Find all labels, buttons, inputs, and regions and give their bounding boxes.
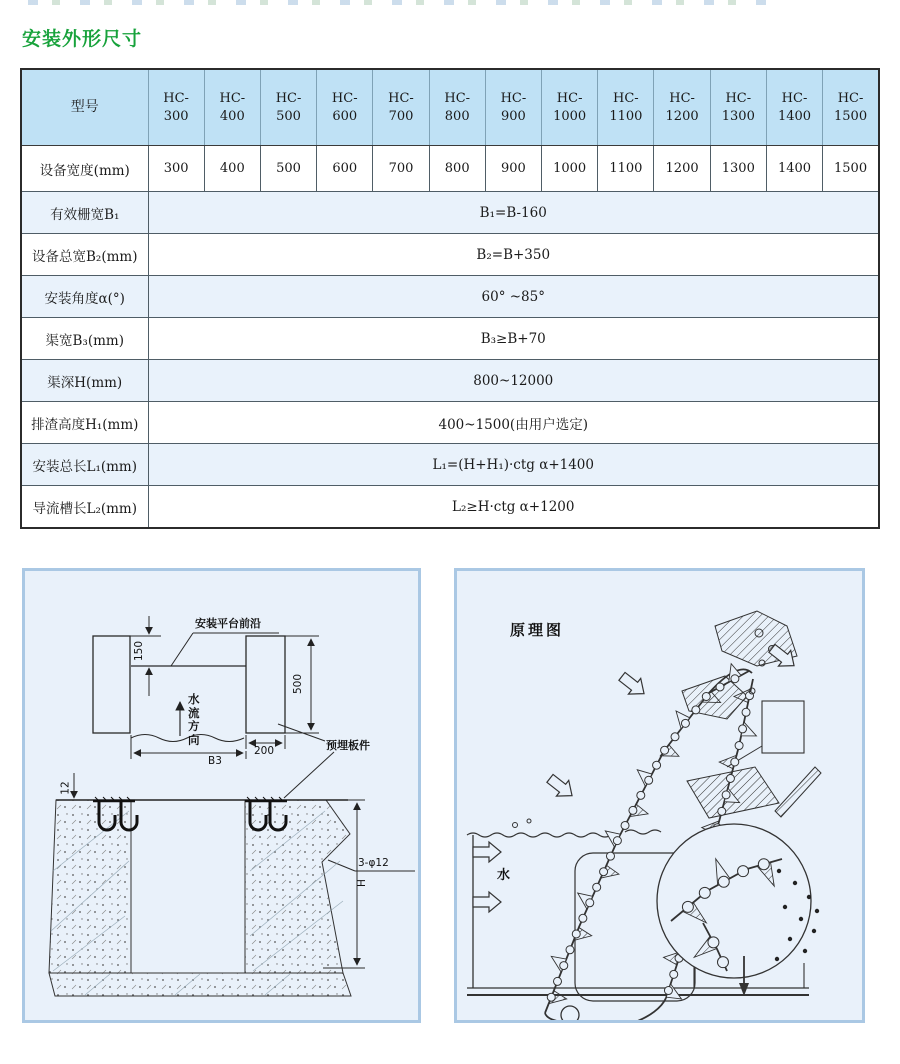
page-title: 安装外形尺寸 (22, 28, 143, 50)
spec-row (21, 444, 879, 486)
row-label: 渠深H(mm) (21, 360, 148, 402)
row-label: 设备宽度(mm) (21, 146, 148, 192)
width-value-cell: 300 (148, 146, 204, 192)
dim-500: 500 (292, 673, 305, 695)
spec-value-cell: B₃≥B+70 (148, 318, 879, 360)
width-value-cell: 1200 (654, 146, 710, 192)
cropped-top-text (28, 0, 768, 5)
flow-direction-label: 水流方向 (188, 692, 200, 747)
principle-diagram-title: 原理图 (510, 621, 565, 639)
model-header-cell: HC- 700 (373, 69, 429, 146)
model-header-cell: HC- 1300 (710, 69, 766, 146)
width-value-cell: 400 (204, 146, 260, 192)
spec-row (21, 360, 879, 402)
width-value-cell: 700 (373, 146, 429, 192)
model-header-row (21, 69, 879, 146)
row-label: 排渣高度H₁(mm) (21, 402, 148, 444)
row-label: 导流槽长L₂(mm) (21, 486, 148, 529)
installation-dimension-panel (22, 568, 421, 1023)
installation-drawing (25, 571, 418, 1020)
platform-edge-label: 安装平台前沿 (195, 617, 261, 630)
width-value-cell: 1100 (598, 146, 654, 192)
dim-12: 12 (59, 781, 72, 795)
width-value-cell: 1400 (766, 146, 822, 192)
spec-value-cell: 400~1500(由用户选定) (148, 402, 879, 444)
row-label: 渠宽B₃(mm) (21, 318, 148, 360)
row-label: 有效栅宽B₁ (21, 192, 148, 234)
model-header-cell: HC- 1200 (654, 69, 710, 146)
model-header-cell: HC- 1100 (598, 69, 654, 146)
principle-diagram-panel (454, 568, 865, 1023)
spec-value-cell: 60° ~85° (148, 276, 879, 318)
spec-value-cell: L₁=(H+H₁)·ctg α+1400 (148, 444, 879, 486)
dim-h: H (355, 879, 368, 887)
dim-b3: B3 (208, 755, 222, 767)
width-value-cell: 900 (485, 146, 541, 192)
spec-row (21, 234, 879, 276)
row-label: 安装角度α(°) (21, 276, 148, 318)
width-value-cell: 1000 (542, 146, 598, 192)
embedded-plate-label: 预埋板件 (326, 739, 370, 752)
water-label: 水 (497, 868, 511, 883)
spec-value-cell: 800~12000 (148, 360, 879, 402)
model-header-cell: HC- 800 (429, 69, 485, 146)
spec-value-cell: B₂=B+350 (148, 234, 879, 276)
model-header-label: 型号 (21, 69, 148, 146)
model-header-cell: HC- 1000 (542, 69, 598, 146)
width-row (21, 146, 879, 192)
width-value-cell: 600 (317, 146, 373, 192)
spec-table (20, 68, 880, 529)
spec-row (21, 192, 879, 234)
model-header-cell: HC- 1400 (766, 69, 822, 146)
spec-row (21, 276, 879, 318)
width-value-cell: 800 (429, 146, 485, 192)
model-header-cell: HC- 900 (485, 69, 541, 146)
width-value-cell: 1300 (710, 146, 766, 192)
model-header-cell: HC- 1500 (823, 69, 879, 146)
width-value-cell: 1500 (823, 146, 879, 192)
row-label: 安装总长L₁(mm) (21, 444, 148, 486)
spec-value-cell: B₁=B-160 (148, 192, 879, 234)
dim-150: 150 (133, 640, 146, 662)
anchor-spec-label: 3-φ12 (358, 857, 389, 869)
dim-200: 200 (254, 745, 275, 757)
model-header-cell: HC- 600 (317, 69, 373, 146)
model-header-cell: HC- 400 (204, 69, 260, 146)
spec-row (21, 486, 879, 529)
spec-row (21, 402, 879, 444)
spec-value-cell: L₂≥H·ctg α+1200 (148, 486, 879, 529)
model-header-cell: HC- 500 (260, 69, 316, 146)
spec-row (21, 318, 879, 360)
row-label: 设备总宽B₂(mm) (21, 234, 148, 276)
model-header-cell: HC- 300 (148, 69, 204, 146)
width-value-cell: 500 (260, 146, 316, 192)
